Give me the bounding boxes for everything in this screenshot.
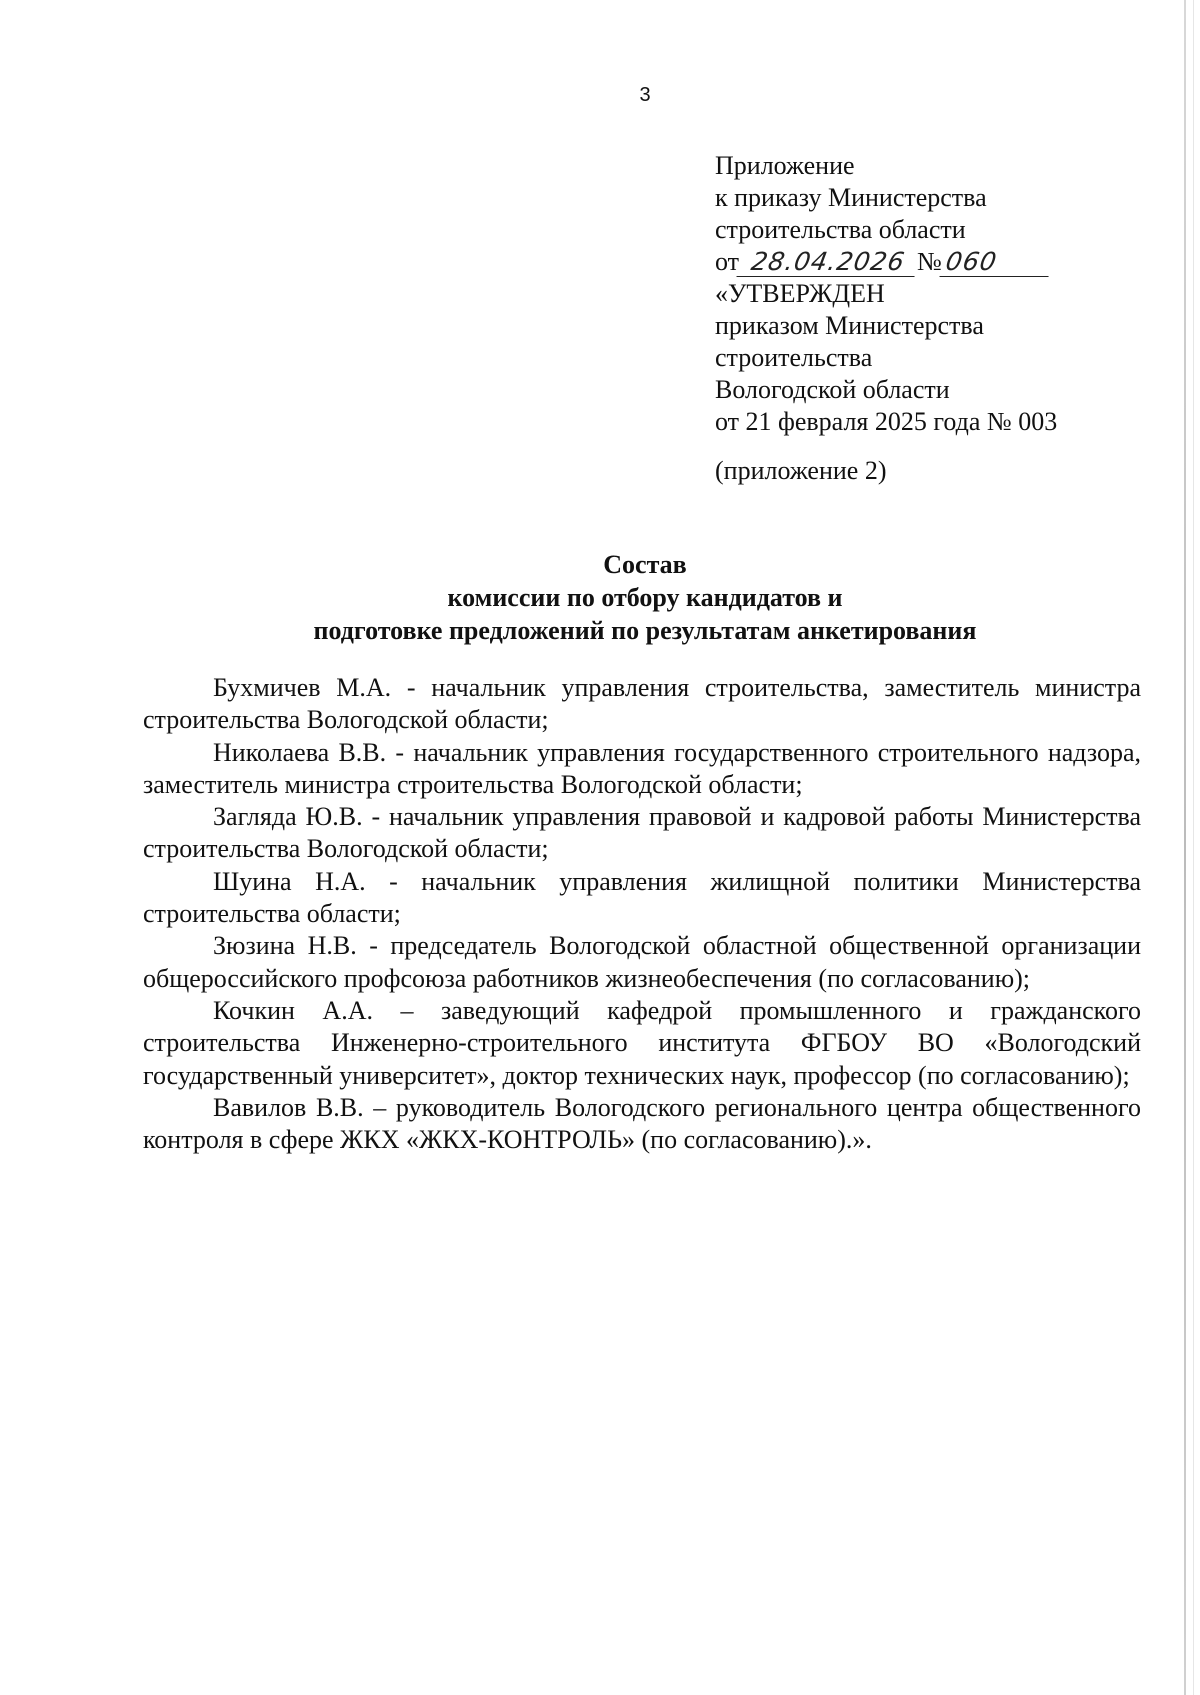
approved-order: приказом Министерства xyxy=(715,311,984,340)
appendix-date-line xyxy=(715,246,1155,278)
number-prefix: № xyxy=(917,247,942,276)
member-entry: Вавилов В.В. – руководитель Вологодского регионального центра общественного контроля в сфере ЖКХ «ЖКХ-КОНТРОЛЬ» (по согласованию).». xyxy=(143,1092,1141,1155)
document-heading xyxy=(145,548,1145,647)
heading-line-3: подготовке предложений по результатам анкетирования xyxy=(313,616,977,645)
commission-members-list xyxy=(143,672,1141,1156)
heading-line-1: Состав xyxy=(603,550,687,579)
approved-region: Вологодской области xyxy=(715,375,950,404)
approved-ministry: строительства xyxy=(715,343,873,372)
appendix-block xyxy=(715,150,1155,487)
appendix-title: Приложение xyxy=(715,151,855,180)
member-entry: Шуина Н.А. - начальник управления жилищной политики Министерства строительства области; xyxy=(143,866,1141,929)
member-entry: Загляда Ю.В. - начальник управления правовой и кадровой работы Министерства строительства Вологодской области; xyxy=(143,802,1141,864)
appendix-order-ref: к приказу Министерства xyxy=(715,183,987,212)
scan-edge-artifact xyxy=(1184,0,1186,1695)
heading-line-2: комиссии по отбору кандидатов и xyxy=(447,583,843,612)
member-entry: Кочкин А.А. – заведующий кафедрой промышленного и гражданского строительства Инженерно-строительного института ФГБОУ ВО «Вологодский государственный университет», доктор технических наук, профессор (по согласованию); xyxy=(143,995,1141,1090)
page-number: 3 xyxy=(639,84,651,106)
appendix-ministry: строительства области xyxy=(715,215,966,244)
member-entry: Бухмичев М.А. - начальник управления строительства, заместитель министра строительства Вологодской области; xyxy=(143,673,1141,735)
approved-date: от 21 февраля 2025 года № 003 xyxy=(715,407,1058,436)
member-entry: Зюзина Н.В. - председатель Вологодской областной общественной организации общероссийского профсоюза работников жизнеобеспечения (по согласованию); xyxy=(143,931,1141,993)
approved-label: «УТВЕРЖДЕН xyxy=(715,279,885,308)
handwritten-date: 28.04.2026 xyxy=(736,248,919,277)
handwritten-number: 060 xyxy=(939,248,1053,277)
attachment-note: (приложение 2) xyxy=(715,456,887,485)
date-prefix: от xyxy=(715,247,740,276)
member-entry: Николаева В.В. - начальник управления государственного строительного надзора, заместитель министра строительства Вологодской области; xyxy=(143,737,1141,799)
scan-edge-artifact-secondary xyxy=(1193,0,1194,1695)
